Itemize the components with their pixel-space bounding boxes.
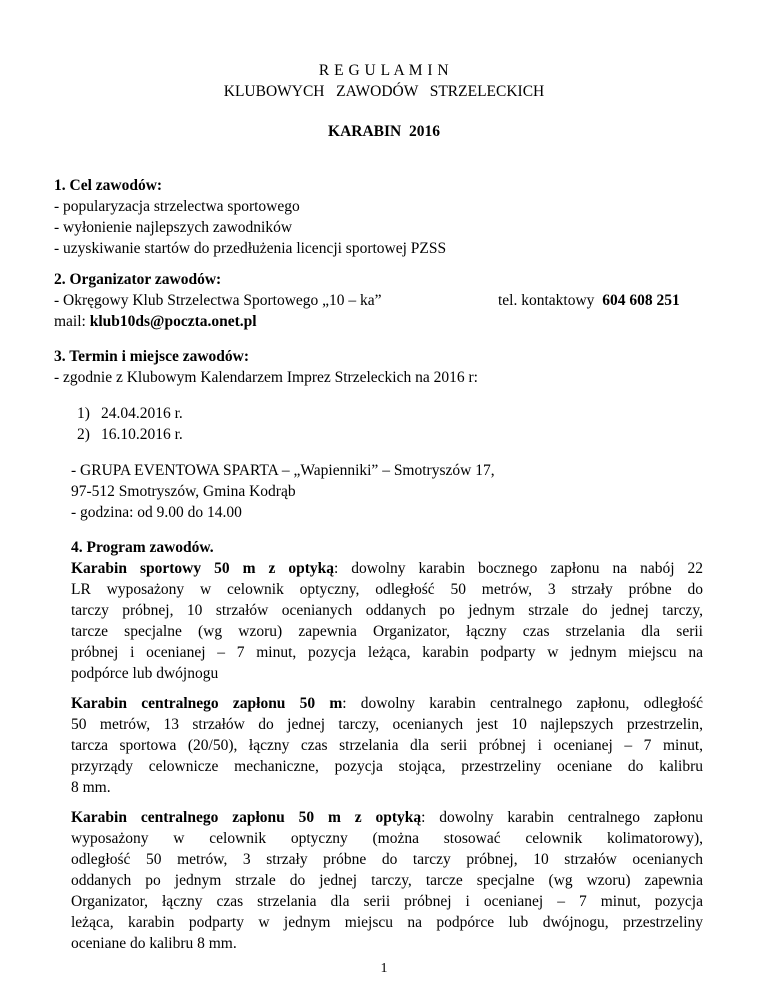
section-4-heading: 4. Program zawodów. [71, 539, 214, 556]
section-2-heading: 2. Organizator zawodów: [54, 271, 222, 288]
date-number: 2) [77, 426, 90, 443]
title-regulamin: R E G U L A M I N [318, 62, 450, 79]
program-paragraph-2: Karabin centralnego zapłonu 50 m: dowolny karabin centralnego zapłonu, odległość 50 metrów, 13 strzałów do jednej tarczy, ocenianych jest 10 najlepszych przestrzelin, tarcza sportowa (20/50), łączny czas strzelania dla serii próbnej i ocenianej – 7 minut, przyrządy celownicze mechaniczne, pozycja stojąca, przestrzeliny oceniane do kalibru 8 mm. [71, 695, 704, 796]
venue-line-1: - GRUPA EVENTOWA SPARTA – „Wapienniki” – Smotryszów 17, [71, 462, 495, 479]
hours: - godzina: od 9.00 do 14.00 [71, 504, 242, 521]
title-main: KLUBOWYCH ZAWODÓW STRZELECKICH [223, 83, 545, 100]
organizer-name: - Okręgowy Klub Strzelectwa Sportowego „10 – ka” [54, 292, 382, 309]
program-paragraph-3: Karabin centralnego zapłonu 50 m z optyką: dowolny karabin centralnego zapłonu wyposażony w celownik optyczny (można stosować celownik kolimatorowy), odległość 50 metrów, 3 strzały próbne do tarczy próbnej, 10 strzałów ocenianych oddanych po jednym strzale do jednej tarczy, tarcze specjalne (wg wzoru) zapewnia Organizator, łączny czas strzelania dla serii próbnej i ocenianej – 7 minut, pozycja leżąca, karabin podparty w jednym miejscu na podpórce lub dwójnogu, przestrzeliny oceniane do kalibru 8 mm. [71, 809, 703, 952]
program-paragraph-1: Karabin sportowy 50 m z optyką: dowolny karabin bocznego zapłonu na nabój 22 LR wyposażony w celownik optyczny, odległość 50 metrów, 3 strzały próbne do tarczy próbnej, 10 strzałów ocenianych oddanych po jednym strzale do jednej tarczy, tarcze specjalne (wg wzoru) zapewnia Organizator, łączny czas strzelania dla serii próbnej i ocenianej – 7 minut, pozycja leżąca, karabin podparty w jednym miejscu na podpórce lub dwójnogu [71, 560, 703, 682]
paragraph-title: Karabin sportowy 50 m z optyką [71, 560, 335, 577]
page-number: 1 [380, 961, 388, 976]
list-item: - popularyzacja strzelectwa sportowego [54, 198, 300, 215]
schedule-intro: - zgodnie z Klubowym Kalendarzem Imprez Strzeleckich na 2016 r: [54, 369, 478, 386]
contact-phone [498, 290, 680, 311]
list-item: - wyłonienie najlepszych zawodników [54, 219, 293, 236]
phone-label: tel. kontaktowy [498, 292, 595, 309]
mail-address: klub10ds@poczta.onet.pl [89, 313, 257, 330]
date-value: 16.10.2016 r. [101, 426, 183, 443]
venue-line-2: 97-512 Smotryszów, Gmina Kodrąb [71, 483, 296, 500]
title-karabin: KARABIN 2016 [328, 123, 440, 140]
contact-mail [54, 311, 257, 332]
section-1-heading: 1. Cel zawodów: [54, 177, 163, 194]
paragraph-title: Karabin centralnego zapłonu 50 m [71, 695, 343, 712]
date-value: 24.04.2016 r. [101, 405, 183, 422]
section-3-heading: 3. Termin i miejsce zawodów: [54, 348, 250, 365]
paragraph-title: Karabin centralnego zapłonu 50 m z optyką [71, 809, 422, 826]
date-number: 1) [77, 405, 90, 422]
phone-number: 604 608 251 [602, 292, 680, 309]
mail-label: mail: [54, 313, 86, 330]
list-item: - uzyskiwanie startów do przedłużenia licencji sportowej PZSS [54, 240, 447, 257]
